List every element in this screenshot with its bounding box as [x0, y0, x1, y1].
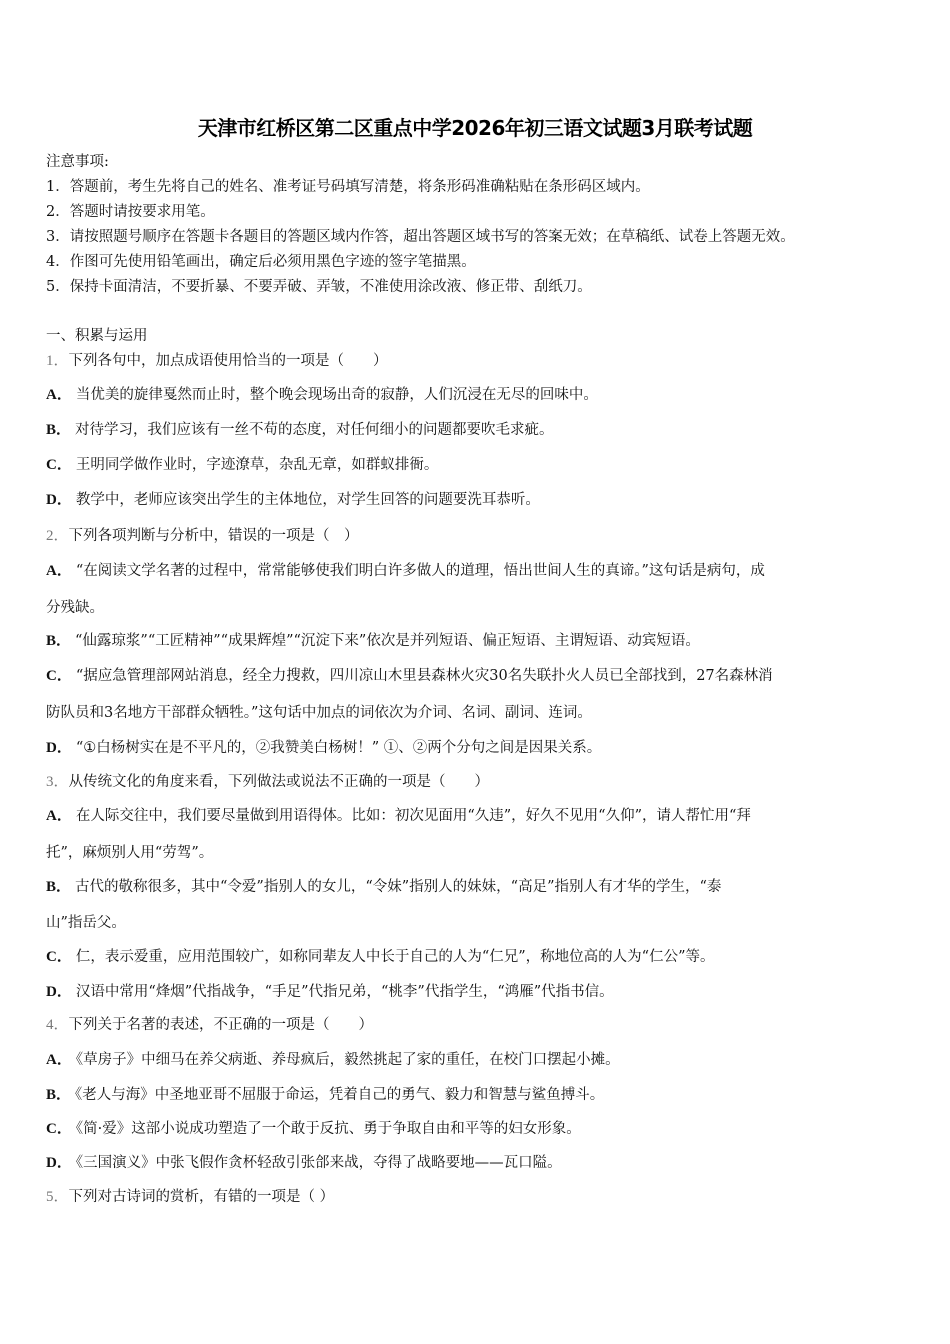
option-text: 当优美的旋律戛然而止时，整个晚会现场出奇的寂静，人们沉浸在无尽的回味中。: [75, 387, 598, 403]
notice-item: 3．请按照题号顺序在答题卡各题目的答题区域内作答，超出答题区域书写的答案无效；在草稿纸、试卷上答题无效。: [46, 229, 795, 245]
option-a-continued: 托”，麻烦别人用“劳驾”。: [46, 845, 214, 861]
option-c: [46, 666, 773, 686]
question-text: 下列关于名著的表述，不正确的一项是（ ）: [68, 1017, 374, 1033]
option-text: “①白杨树实在是不平凡的，②我赞美白杨树！” ①、②两个分句之间是因果关系。: [75, 740, 602, 756]
notice-item: 4．作图可先使用铅笔画出，确定后必须用黑色字迹的签字笔描黑。: [46, 254, 476, 270]
option-letter: A．: [46, 808, 72, 824]
option-text: 对待学习，我们应该有一丝不苟的态度，对任何细小的问题都要吹毛求疵。: [75, 422, 554, 438]
option-text: 汉语中常用“烽烟”代指战争，“手足”代指兄弟，“桃李”代指学生，“鸿雁”代指书信。: [75, 984, 614, 1000]
question-stem: [46, 526, 359, 546]
option-b: [46, 877, 721, 897]
option-a: [46, 1050, 620, 1070]
option-letter: B．: [46, 1087, 72, 1103]
option-text: 仁，表示爱重，应用范围较广，如称同辈友人中长于自己的人为“仁兄”，称地位高的人为“仁公”等。: [75, 949, 715, 965]
option-letter: C．: [46, 949, 72, 965]
notice-item: 1．答题前，考生先将自己的姓名、准考证号码填写清楚，将条形码准确粘贴在条形码区域内。: [46, 179, 650, 195]
question-number: 5．: [46, 1189, 69, 1205]
option-c-continued: 防队员和3名地方干部群众牺牲。”这句话中加点的词依次为介词、名词、副词、连词。: [46, 705, 592, 721]
option-b: [46, 631, 700, 651]
option-d: [46, 490, 540, 510]
option-b: [46, 420, 554, 440]
question-text: 下列各项判断与分析中，错误的一项是（ ）: [68, 528, 359, 544]
option-text: 古代的敬称很多，其中“令爱”指别人的女儿，“令妹”指别人的妹妹，“高足”指别人有才华的学生，“泰: [75, 879, 722, 895]
option-letter: D．: [46, 1155, 72, 1171]
option-text: 《老人与海》中圣地亚哥不屈服于命运，凭着自己的勇气、毅力和智慧与鲨鱼搏斗。: [75, 1087, 605, 1103]
option-c: [46, 455, 438, 475]
option-text: 王明同学做作业时，字迹潦草，杂乱无章，如群蚁排衙。: [75, 457, 439, 473]
option-c: [46, 1119, 581, 1139]
option-text: 在人际交往中，我们要尽量做到用语得体。比如：初次见面用“久违”，好久不见用“久仰”，请人帮忙用“拜: [75, 808, 751, 824]
option-letter: D．: [46, 740, 72, 756]
question-stem: [46, 772, 489, 792]
section-heading: 一、积累与运用: [46, 328, 148, 344]
question-number: 4．: [46, 1017, 69, 1033]
option-text: “据应急管理部网站消息，经全力搜救，四川凉山木里县森林火灾30名失联扑火人员已全部找到，27名森林消: [75, 668, 773, 684]
page-title: 天津市红桥区第二区重点中学2026年初三语文试题3月联考试题: [197, 116, 753, 140]
question-text: 下列各句中，加点成语使用恰当的一项是（ ）: [68, 353, 388, 369]
option-letter: B．: [46, 633, 72, 649]
question-text: 下列对古诗词的赏析，有错的一项是（ ）: [68, 1189, 335, 1205]
option-text: 《简·爱》这部小说成功塑造了一个敢于反抗、勇于争取自由和平等的妇女形象。: [75, 1121, 581, 1137]
question-stem: [46, 351, 388, 371]
option-d: [46, 738, 601, 758]
option-letter: C．: [46, 1121, 72, 1137]
option-text: “在阅读文学名著的过程中，常常能够使我们明白许多做人的道理，悟出世间人生的真谛。”这句话是病句，成: [75, 563, 765, 579]
option-letter: C．: [46, 668, 72, 684]
question-number: 2．: [46, 528, 69, 544]
notice-heading: 注意事项:: [46, 154, 109, 170]
question-number: 3．: [46, 774, 69, 790]
option-letter: B．: [46, 422, 72, 438]
option-letter: C．: [46, 457, 72, 473]
option-a: [46, 385, 598, 405]
option-letter: B．: [46, 879, 72, 895]
option-b-continued: 山”指岳父。: [46, 915, 126, 931]
notice-item: 5．保持卡面清洁，不要折暴、不要弄破、弄皱，不准使用涂改液、修正带、刮纸刀。: [46, 279, 592, 295]
option-d: [46, 1153, 562, 1173]
option-b: [46, 1085, 604, 1105]
option-a: [46, 561, 765, 581]
option-text: 《草房子》中细马在养父病逝、养母疯后，毅然挑起了家的重任，在校门口摆起小摊。: [75, 1052, 620, 1068]
option-text: 教学中，老师应该突出学生的主体地位，对学生回答的问题要洗耳恭听。: [75, 492, 540, 508]
option-d: [46, 982, 614, 1002]
question-stem: [46, 1015, 373, 1035]
question-stem: [46, 1187, 334, 1207]
option-text: 《三国演义》中张飞假作贪杯轻敌引张郃来战，夺得了战略要地——瓦口隘。: [75, 1155, 562, 1171]
option-letter: A．: [46, 1052, 72, 1068]
option-a: [46, 806, 751, 826]
option-letter: A．: [46, 387, 72, 403]
option-letter: A．: [46, 563, 72, 579]
option-text: “仙露琼浆”“工匠精神”“成果辉煌”“沉淀下来”依次是并列短语、偏正短语、主谓短语、动宾短语。: [75, 633, 700, 649]
question-number: 1．: [46, 353, 69, 369]
option-c: [46, 947, 715, 967]
notice-item: 2．答题时请按要求用笔。: [46, 204, 215, 220]
option-a-continued: 分残缺。: [46, 600, 104, 616]
question-text: 从传统文化的角度来看，下列做法或说法不正确的一项是（ ）: [68, 774, 490, 790]
option-letter: D．: [46, 492, 72, 508]
option-letter: D．: [46, 984, 72, 1000]
